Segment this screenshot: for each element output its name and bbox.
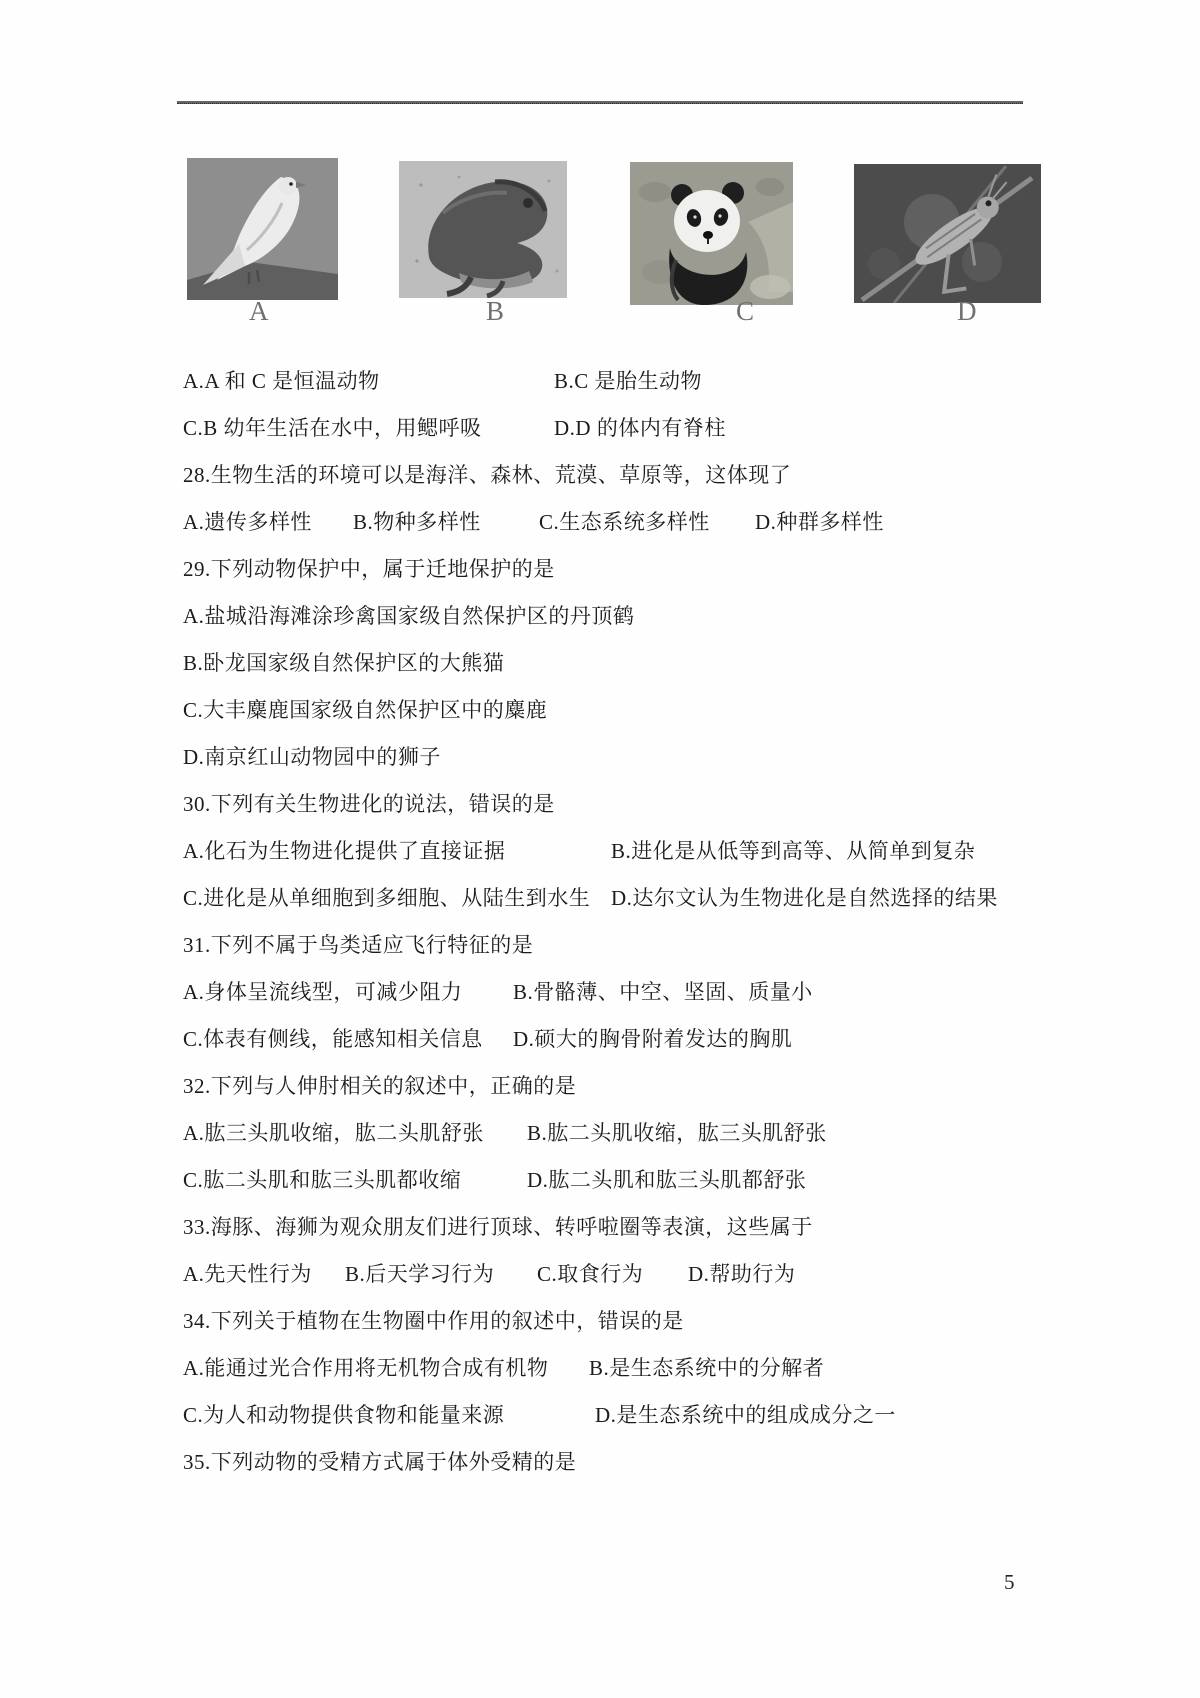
- figure-label-a: A: [249, 296, 269, 326]
- text-segment: A.盐城沿海滩涂珍禽国家级自然保护区的丹顶鹤: [183, 604, 635, 628]
- animal-figure: [0, 0, 1200, 340]
- text-line: [0, 837, 1200, 869]
- text-line: [0, 555, 1200, 587]
- text-segment: D.达尔文认为生物进化是自然选择的结果: [611, 886, 998, 910]
- text-segment: D.硕大的胸骨附着发达的胸肌: [513, 1027, 793, 1051]
- text-line: [0, 1401, 1200, 1433]
- text-segment: B.肱二头肌收缩，肱三头肌舒张: [527, 1121, 827, 1145]
- text-line: [0, 602, 1200, 634]
- text-segment: 28.生物生活的环境可以是海洋、森林、荒漠、草原等，这体现了: [183, 463, 792, 487]
- text-line: [0, 1213, 1200, 1245]
- text-line: [0, 978, 1200, 1010]
- text-segment: C.肱二头肌和肱三头肌都收缩: [183, 1168, 462, 1192]
- text-segment: B.后天学习行为: [345, 1262, 495, 1286]
- dove-image: [187, 158, 338, 300]
- text-line: [0, 461, 1200, 493]
- text-line: [0, 884, 1200, 916]
- text-segment: A.遗传多样性: [183, 510, 312, 534]
- text-line: [0, 508, 1200, 540]
- text-segment: C.为人和动物提供食物和能量来源: [183, 1403, 505, 1427]
- text-segment: 32.下列与人伸肘相关的叙述中，正确的是: [183, 1074, 577, 1098]
- text-segment: C.大丰麋鹿国家级自然保护区中的麋鹿: [183, 698, 548, 722]
- text-line: [0, 1119, 1200, 1151]
- text-line: [0, 649, 1200, 681]
- text-segment: B.骨骼薄、中空、坚固、质量小: [513, 980, 813, 1004]
- text-segment: C.B 幼年生活在水中，用鳃呼吸: [183, 416, 482, 440]
- text-segment: D.D 的体内有脊柱: [554, 416, 726, 440]
- text-segment: C.取食行为: [537, 1262, 644, 1286]
- text-segment: A.身体呈流线型，可减少阻力: [183, 980, 463, 1004]
- text-line: [0, 1072, 1200, 1104]
- text-segment: 29.下列动物保护中，属于迁地保护的是: [183, 557, 555, 581]
- text-segment: 35.下列动物的受精方式属于体外受精的是: [183, 1450, 577, 1474]
- text-segment: A.肱三头肌收缩，肱二头肌舒张: [183, 1121, 484, 1145]
- text-segment: A.化石为生物进化提供了直接证据: [183, 839, 506, 863]
- text-line: [0, 1307, 1200, 1339]
- text-line: [0, 1166, 1200, 1198]
- text-segment: C.体表有侧线，能感知相关信息: [183, 1027, 483, 1051]
- text-segment: A.A 和 C 是恒温动物: [183, 369, 380, 393]
- text-line: [0, 931, 1200, 963]
- page-number: 5: [1004, 1570, 1015, 1594]
- text-segment: B.进化是从低等到高等、从简单到复杂: [611, 839, 976, 863]
- text-line: [0, 696, 1200, 728]
- figure-label-b: B: [486, 296, 505, 326]
- text-segment: C.进化是从单细胞到多细胞、从陆生到水生: [183, 886, 591, 910]
- text-segment: A.先天性行为: [183, 1262, 312, 1286]
- text-segment: 34.下列关于植物在生物圈中作用的叙述中，错误的是: [183, 1309, 684, 1333]
- text-line: [0, 414, 1200, 446]
- text-segment: B.卧龙国家级自然保护区的大熊猫: [183, 651, 505, 675]
- text-line: [0, 790, 1200, 822]
- text-segment: D.南京红山动物园中的狮子: [183, 745, 441, 769]
- figure-label-c: C: [736, 296, 755, 326]
- text-line: [0, 1448, 1200, 1480]
- text-segment: D.是生态系统中的组成成分之一: [595, 1403, 896, 1427]
- text-segment: D.帮助行为: [688, 1262, 796, 1286]
- text-segment: B.是生态系统中的分解者: [589, 1356, 825, 1380]
- text-line: [0, 1260, 1200, 1292]
- text-segment: 31.下列不属于鸟类适应飞行特征的是: [183, 933, 534, 957]
- text-segment: D.种群多样性: [755, 510, 884, 534]
- text-segment: B.物种多样性: [353, 510, 481, 534]
- text-segment: 30.下列有关生物进化的说法，错误的是: [183, 792, 555, 816]
- grasshopper-image: [854, 164, 1041, 303]
- figure-label-d: D: [957, 296, 977, 326]
- panda-image: [630, 162, 793, 305]
- frog-image: [399, 161, 567, 298]
- text-line: [0, 367, 1200, 399]
- text-line: [0, 1025, 1200, 1057]
- text-line: [0, 743, 1200, 775]
- text-segment: C.生态系统多样性: [539, 510, 710, 534]
- text-line: [0, 1354, 1200, 1386]
- text-segment: A.能通过光合作用将无机物合成有机物: [183, 1356, 549, 1380]
- text-segment: D.肱二头肌和肱三头肌都舒张: [527, 1168, 807, 1192]
- text-segment: 33.海豚、海狮为观众朋友们进行顶球、转呼啦圈等表演，这些属于: [183, 1215, 813, 1239]
- text-segment: B.C 是胎生动物: [554, 369, 703, 393]
